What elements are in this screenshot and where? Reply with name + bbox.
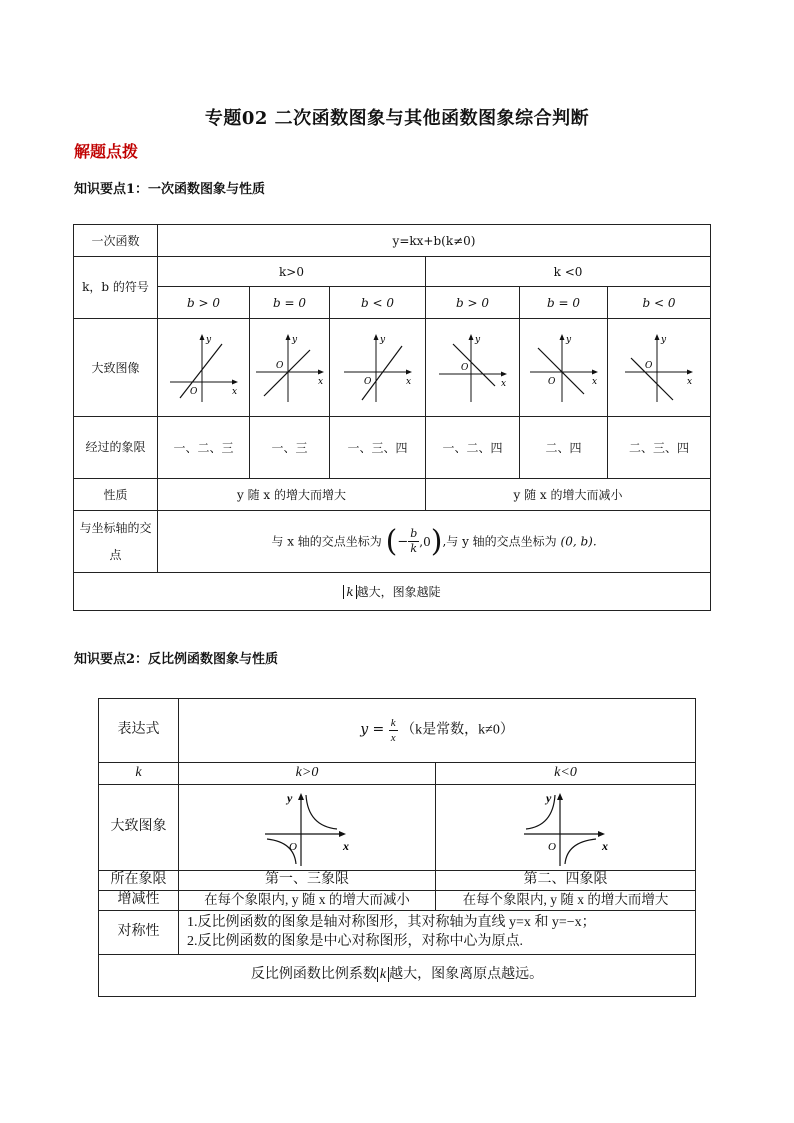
linear-function-table	[73, 224, 711, 611]
axis-x-label: x	[500, 378, 506, 389]
row-label-quadrant: 所在象限	[99, 871, 179, 891]
hyperbola-k-positive	[259, 788, 355, 868]
k-negative-header: k<0	[436, 763, 696, 785]
abs-k: k	[343, 585, 356, 599]
axis-x-label: x	[317, 376, 323, 387]
axes	[439, 334, 507, 402]
row-label-sign	[74, 257, 158, 319]
quadrant-k-positive: 第一、三象限	[179, 871, 436, 891]
axis-x-label: x	[405, 376, 411, 387]
symmetry-line-1: 1.反比例函数的图象是轴对称图形，其对称轴为直线 y=x 和 y=−x；	[187, 914, 596, 930]
row-label-monotonic: 增减性	[99, 891, 179, 911]
inverse-footer-prefix: 反比例函数比例系数	[250, 967, 377, 983]
graph-cell-3	[330, 319, 426, 417]
graph-line	[264, 350, 310, 396]
linear-graph-k-neg-b-zero	[526, 330, 602, 406]
row-label-property: 性质	[74, 479, 158, 511]
linear-graph-k-pos-b-zero	[252, 330, 328, 406]
monotonic-k-positive: 在每个象限内, y 随 x 的增大而减小	[179, 891, 436, 911]
inverse-footer	[99, 955, 696, 997]
expr-note: （k是常数，k≠0）	[401, 722, 514, 738]
fraction-numerator: b	[410, 527, 418, 540]
origin-label: O	[460, 362, 468, 373]
quadrant-k-negative: 第二、四象限	[436, 871, 696, 891]
monotonic-k-negative: 在每个象限内, y 随 x 的增大而增大	[436, 891, 696, 911]
fraction-b-over-k	[408, 527, 419, 556]
graph-cell-2	[250, 319, 330, 417]
b-case-5: b = 0	[520, 287, 608, 319]
b-case-1: b > 0	[158, 287, 250, 319]
linear-graph-k-neg-b-neg	[621, 330, 697, 406]
row-label-intersect-text: 与坐标轴的交点	[79, 521, 152, 562]
graph-cell-k-neg	[436, 785, 696, 871]
linear-graph-k-pos-b-neg	[340, 330, 416, 406]
quadrant-1: 一、二、三	[158, 417, 250, 479]
inverse-function-table	[98, 698, 696, 997]
axis-x-label: x	[591, 376, 597, 387]
axis-x-label: x	[687, 376, 693, 387]
graph-line	[180, 344, 222, 398]
hyperbola-k-negative	[518, 788, 614, 868]
quadrant-5: 二、四	[520, 417, 608, 479]
axis-y-label: y	[565, 334, 571, 345]
axis-y-label: y	[379, 334, 385, 345]
expr-denominator: x	[390, 732, 396, 744]
graph-cell-4	[426, 319, 520, 417]
k-positive-header: k>0	[179, 763, 436, 785]
graph-cell-5	[520, 319, 608, 417]
axes	[524, 790, 605, 866]
axis-y-label: y	[474, 334, 480, 345]
k-negative-header: k <0	[426, 257, 711, 287]
expr-numerator: k	[390, 717, 396, 729]
property-k-positive: y 随 x 的增大而增大	[158, 479, 426, 511]
axis-x-label: x	[231, 386, 237, 397]
hyperbola-branch-q1	[306, 795, 337, 829]
graph-cell-1	[158, 319, 250, 417]
expr-y-text: y	[360, 721, 369, 738]
quadrant-3: 一、三、四	[330, 417, 426, 479]
hyperbola-branch-q4	[565, 839, 596, 864]
row-label-graph: 大致图象	[99, 785, 179, 871]
page-title: 专题02 二次函数图象与其他函数图象综合判断	[204, 108, 590, 129]
knowledge-point-1-heading: 知识要点1：一次函数图象与性质	[74, 182, 266, 197]
axis-y-label: y	[287, 790, 293, 805]
fraction-k-over-x	[389, 716, 398, 745]
row-label-quadrant	[74, 417, 158, 479]
symmetry-line-2: 2.反比例函数的图象是中心对称图形，对称中心为原点.	[187, 933, 523, 949]
intersection-description	[158, 511, 711, 573]
axes	[265, 790, 346, 866]
knowledge-point-2-heading: 知识要点2：反比例函数图象与性质	[74, 652, 279, 667]
axis-x-label: x	[343, 838, 349, 853]
linear-footer-text: 越大，图象越陡	[356, 584, 441, 599]
quadrant-2: 一、三	[250, 417, 330, 479]
axis-y-label: y	[205, 334, 211, 345]
axis-x-label: x	[601, 838, 608, 853]
origin-label: O	[189, 386, 197, 397]
b-case-2: b = 0	[250, 287, 330, 319]
origin-label: O	[547, 840, 556, 853]
close-paren: )	[430, 523, 443, 559]
row-label-function: 一次函数	[74, 225, 158, 257]
intersect-text-a: 与 x 轴的交点坐标为	[271, 534, 382, 548]
axes	[256, 334, 324, 402]
axis-y-label: y	[661, 334, 667, 345]
row-label-symmetry: 对称性	[99, 911, 179, 955]
linear-graph-k-neg-b-pos	[435, 330, 511, 406]
axis-y-label: y	[291, 334, 297, 345]
b-case-3: b < 0	[330, 287, 426, 319]
row-label-graph: 大致图像	[74, 319, 158, 417]
row-label-quadrant-text: 经过的象限	[85, 440, 146, 455]
row-label-intersect	[74, 511, 158, 573]
origin-label: O	[275, 360, 283, 371]
axes	[625, 334, 693, 402]
inverse-expression	[179, 699, 696, 763]
axis-y-label: y	[545, 790, 551, 805]
abs-k: k	[377, 967, 389, 982]
b-case-4: b > 0	[426, 287, 520, 319]
b-case-6: b < 0	[608, 287, 711, 319]
axes	[530, 334, 598, 402]
graph-cell-6	[608, 319, 711, 417]
intersect-point-y: (0, b).	[560, 534, 597, 548]
symmetry-content	[179, 911, 696, 955]
origin-label: O	[645, 360, 653, 371]
origin-label: O	[289, 840, 297, 853]
linear-footer	[74, 573, 711, 611]
graph-line	[453, 344, 495, 386]
expr-y: y =	[360, 721, 389, 738]
fraction-denominator: k	[410, 542, 418, 555]
row-label-sign-text: k，b 的符号	[82, 280, 149, 295]
axes	[344, 334, 412, 402]
section-heading: 解题点拨	[74, 142, 139, 161]
quadrant-6: 二、三、四	[608, 417, 711, 479]
k-positive-header: k>0	[158, 257, 426, 287]
open-paren: (	[385, 523, 398, 559]
comma-zero: ,0	[419, 534, 431, 549]
origin-label: O	[363, 376, 371, 387]
row-label-k: k	[99, 763, 179, 785]
origin-label: O	[547, 376, 555, 387]
inverse-footer-suffix: 越大，图象离原点越远。	[389, 967, 544, 983]
intersect-text-b: ,与 y 轴的交点坐标为	[442, 534, 557, 548]
quadrant-4: 一、二、四	[426, 417, 520, 479]
graph-line	[538, 348, 584, 394]
graph-cell-k-pos	[179, 785, 436, 871]
linear-graph-k-pos-b-pos	[166, 330, 242, 406]
linear-formula: y=kx+b(k≠0)	[158, 225, 711, 257]
row-label-expression: 表达式	[99, 699, 179, 763]
property-k-negative: y 随 x 的增大而减小	[426, 479, 711, 511]
minus-sign: −	[397, 533, 409, 549]
graph-line	[362, 346, 402, 400]
